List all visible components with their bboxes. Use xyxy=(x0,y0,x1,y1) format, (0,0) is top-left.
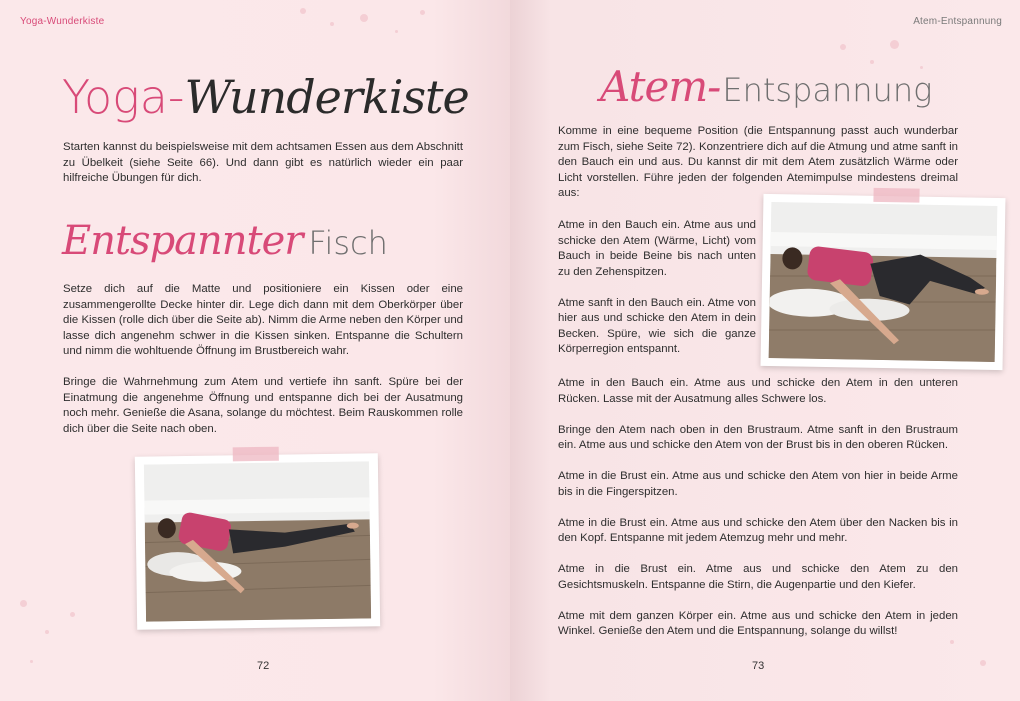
yoga-photo-frame xyxy=(761,194,1006,370)
breathing-steps xyxy=(558,376,958,655)
paragraph: Atme mit dem ganzen Körper ein. Atme aus und schicke den Atem in jeden Winkel. Genieße den Atem und die Entspannung, solange du willst! xyxy=(558,609,958,637)
paragraph: Atme sanft in den Bauch ein. Atme von hier aus und schicke den Atem in dein Becken. Spüre, wie sich die ganze Körperregion entspannt. xyxy=(558,296,756,355)
photo-tape xyxy=(233,447,279,462)
paragraph: Atme in die Brust ein. Atme aus und schicke den Atem von hier in beide Arme bis in die Fingerspitzen. xyxy=(558,470,958,498)
paragraph: Bringe die Wahrnehmung zum Atem und vertiefe ihn sanft. Spüre bei der Einatmung die angenehme Öffnung und entspanne dich bei der Ausatmung noch mehr. Genieße die Asana, solange du möchtest. Beim Rauskommen rolle dich über die Seite nach oben. xyxy=(63,376,463,435)
running-head: Atem-Entspannung xyxy=(913,16,1002,27)
page-title xyxy=(62,70,469,124)
title-script-part: Atem- xyxy=(600,62,721,111)
right-page xyxy=(510,0,1020,701)
running-head: Yoga-Wunderkiste xyxy=(20,16,105,27)
photo-tape xyxy=(873,188,919,203)
exercise-text xyxy=(63,282,463,453)
paragraph: Atme in die Brust ein. Atme aus und schicke den Atem über den Nacken bis in den Kopf. Entspanne mit jedem Atemzug mehr und mehr. xyxy=(558,516,958,544)
paragraph: Bringe den Atem nach oben in den Brustraum. Atme sanft in den Brustraum ein. Atme aus und schicke den Atem von der Brust bis in den oberen Rücken. xyxy=(558,423,958,451)
fish-pose-illustration xyxy=(144,461,371,621)
paragraph: Setze dich auf die Matte und positioniere ein Kissen oder eine zusammengerollte Decke hinter dir. Lege dich dann mit dem Oberkörper über die Kissen (rolle dich über die Seite ab). Nimm die Arme neben den Körper und lasse dich angenehm schwer in die Kissen sinken. Entspanne die Schultern und nimm die wohltuende Öffnung im Brustbereich wahr. xyxy=(63,283,463,357)
section-title xyxy=(62,218,388,264)
breathing-pose-illustration xyxy=(769,202,998,362)
intro-text xyxy=(63,140,463,202)
breathing-pose-photo xyxy=(769,202,998,362)
subtitle-script-part: Entspannter xyxy=(62,218,303,264)
title-sans-part: Entspannung xyxy=(722,71,933,109)
title-sans-part: Yoga- xyxy=(62,70,185,124)
page-number: 73 xyxy=(752,660,765,672)
intro-paragraph: Starten kannst du beispielsweise mit dem achtsamen Essen aus dem Abschnitt zu Übelkeit (siehe Seite 66). Und dann gibt es natürlich wieder ein paar hilfreiche Übungen für dich. xyxy=(63,141,463,184)
paragraph: Atme in den Bauch ein. Atme aus und schicke den Atem (Wärme, Licht) vom Bauch in beide Beine bis nach unten zu den Zehenspitzen. xyxy=(558,219,756,278)
paragraph: Atme in den Bauch ein. Atme aus und schicke den Atem in den unteren Rücken. Lasse mit der Ausatmung alles Schwere los. xyxy=(558,377,958,405)
yoga-photo-frame xyxy=(135,453,380,629)
paragraph: Atme in die Brust ein. Atme aus und schicke den Atem zu den Gesichtsmuskeln. Entspanne die Stirn, die Augenpartie und den Kiefer. xyxy=(558,563,958,591)
subtitle-sans-part: Fisch xyxy=(308,224,388,262)
fish-pose-photo xyxy=(144,461,371,621)
page-number: 72 xyxy=(257,660,270,672)
narrow-text xyxy=(558,218,756,373)
intro-paragraph: Komme in eine bequeme Position (die Entspannung passt auch wunderbar zum Fisch, siehe Seite 72). Konzentriere dich auf die Atmung und atme sanft in den Bauch ein und aus. Du kannst dir mit dem Atem zusätzlich Wärme oder Licht vorstellen. Führe jeden der folgenden Atemimpulse mindestens dreimal aus: xyxy=(558,125,958,199)
page-title xyxy=(600,62,932,111)
title-script-part: Wunderkiste xyxy=(184,70,469,124)
